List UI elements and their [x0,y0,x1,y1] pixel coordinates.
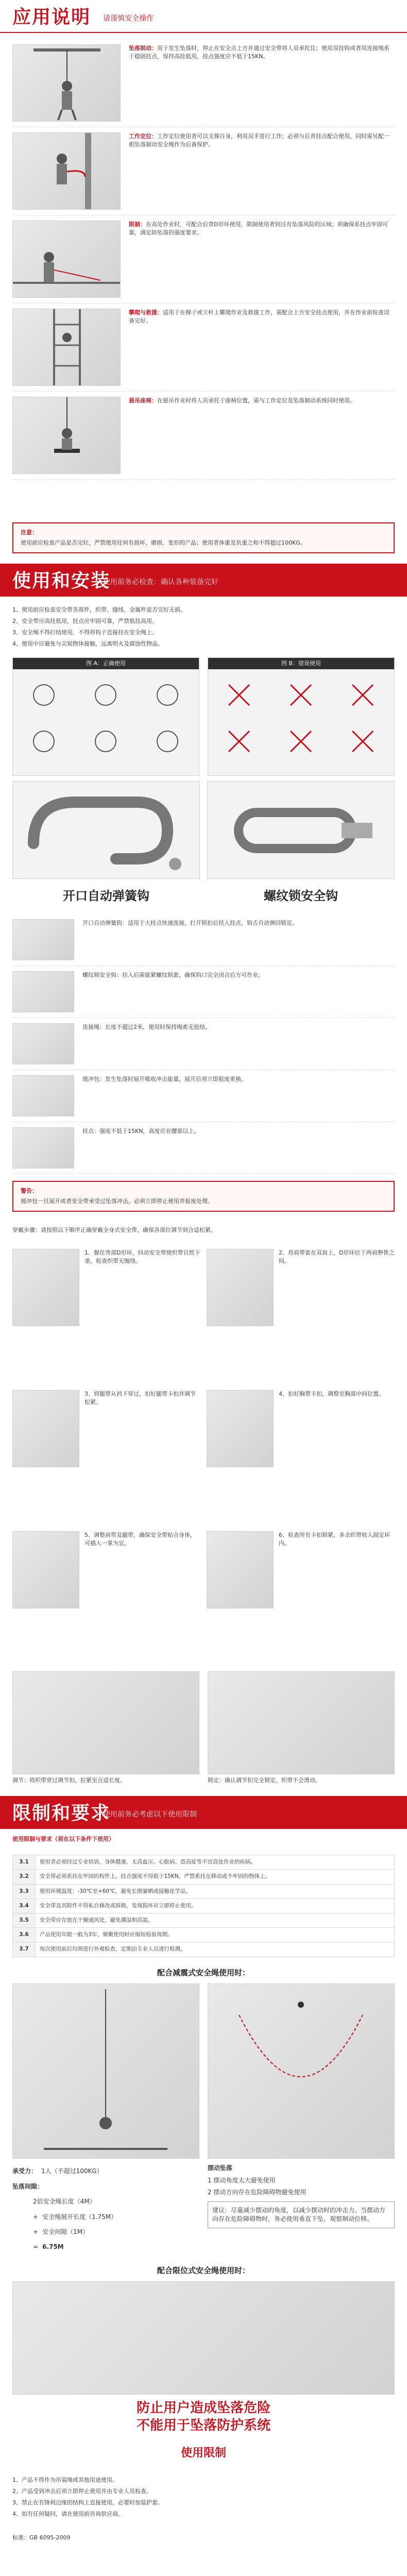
note-figure [12,971,74,1012]
restraint-icon [13,221,121,298]
section-subtitle: 使用前务必检查：确认各种装备完好 [103,578,218,586]
hook-images [0,776,407,884]
fall-clearance-icon [13,1984,198,2159]
usage-grid-pair [0,657,407,776]
wear-step: 5、调整肩带及腿带，确保安全带贴合身体，可插入一掌为宜。 [12,1531,200,1666]
app-row-work-positioning [12,127,395,215]
wear-step: 1、握住背部D形环，抖动安全带使织带自然下垂，检查织带无缠绕。 [12,1249,200,1384]
table-row: 3.1 使用者必须经过专业培训，身体健康，无高血压、心脏病、恐高症等不宜高处作业的疾病。 [13,1855,395,1870]
application-list [0,33,407,517]
suspension-seat-icon [13,397,121,474]
step-figure [207,1531,274,1608]
ladder-icon [13,309,121,386]
step-figure [207,1249,274,1326]
wear-step: 4、扣好胸带卡扣，调整至胸部中间位置。 [207,1390,395,1525]
figure-climbing [12,309,121,386]
table-row: 3.3 使用环境温度：-30℃至+60℃，避免长期暴晒或接触化学品。 [13,1884,395,1899]
adjust-photo [12,1671,199,1774]
screw-hook-icon [208,782,388,879]
section-title: 限制和要求 [12,1803,111,1824]
worker-illustration-icon [13,45,121,122]
app-row-suspension [12,392,395,480]
app-row-climbing [12,303,395,392]
note-figure [12,1023,74,1064]
section-header-installation [0,564,407,597]
snap-hook-label: 开口自动弹簧钩 [63,888,149,903]
wear-step: 2、将肩带套在双肩上，D形环位于两肩胛骨之间。 [207,1249,395,1384]
swing-title: 摆动坠落 [208,2164,233,2172]
fall-title: 配合限位式安全绳使用时： [157,2265,250,2275]
section-title: 应用说明 [12,7,91,28]
app-desc: 坠落制动：用于发生坠落时，停止在安全点上方并通过安全带将人员承托住；使用双挂钩或者用连接绳系于稳固挂点，保持高挂低用，挂点强度应不低于15KN。 [129,45,389,60]
step-figure [12,1390,79,1467]
warning-box [12,522,395,553]
warning-text: 使用前应检查产品是否完好，严禁使用任何有损坏、磨损、变形的产品；使用者体重及负重之和不得超过100KG。 [21,539,306,546]
warning-box-2: 警告： 缓冲包一旦展开或者安全带承受过坠落冲击，必须立即停止使用并报废处理。 [12,1181,395,1212]
table-row: 3.5 安全带应存放在干燥通风处，避免潮湿和高温。 [13,1913,395,1927]
hook-labels [0,884,407,908]
step-figure [12,1531,79,1608]
wear-steps [0,1244,407,1671]
app-desc: 悬吊座椅：在悬吊作业时将人员承托于座椅位置，需与工作定位及坠落制动系统同时使用。 [129,397,355,404]
wear-step: 6、检查所有卡扣锁紧，多余织带收入固定环内。 [207,1531,395,1666]
app-desc: 攀爬与救援：适用于在梯子或立杆上攀爬作业及救援工作，需配合上方安全挂点使用，并在作业前检查设备完好。 [129,309,389,324]
hook-notes: 开口自动弹簧钩：适用于大挂点快速连接，打开锁扣后挂入挂点，钩舌自动弹回锁定。 螺纹锁安全钩：挂入后需旋紧螺纹锁套，确保钩口完全闭合后方可作业。 连接绳：长度不超过2米，使用时保持绳索无扭结。 缓冲包：发生坠落时展开吸收冲击能量，展开后须立即报废更换。 挂点：强度不低于15KN，高度应在腰部以上。 [0,908,407,1176]
section-title: 使用和安装 [12,570,111,591]
wear-step: 3、将腿带从裆下穿过，扣好腿带卡扣并调节松紧。 [12,1390,200,1525]
section-header-application [0,0,407,33]
use-intro: 1、使用前应检查安全带各部件，织带、缝线、金属件是否完好无损。 2、安全带应高挂低用，挂点应牢固可靠，严禁低挂高用。 3、安全绳不得打结使用，不得将钩子直接挂在安全绳上。 4、使用中应避免与尖锐物体接触，远离明火及腐蚀性物品。 [12,606,186,647]
usage-limit-title: 使用限制 [180,2447,226,2460]
worker-pole-icon [13,133,121,210]
usage-limits: 1、产品不得作为吊装绳或其他用途使用。 2、产品受到冲击后须立即停止使用并由专业人员检查。 3、禁止在有锋利边缘的结构上直接使用，必要时加装护套。 4、如有任何疑问，请在使用前咨询供应商。 [12,2476,163,2517]
app-desc: 工作定位：工作定位使用者可以支撑自身，利用双手进行工作；必须与后背挂点配合使用，同时需另配一根坠落制动安全绳作为后备保护。 [129,133,389,148]
section-subtitle: 请谨慎安全操作 [103,14,154,23]
app-row-fall-arrest [12,39,395,127]
app-row-restraint [12,215,395,303]
restraint-diagram [12,2281,395,2395]
limit-intro: 使用限制与要求（须在以下条件下使用） [12,1836,114,1843]
wrong-usage-grid: 图 B：错误使用 [208,657,395,776]
snap-hook-figure [12,781,200,879]
clearance-diagram [12,1984,199,2159]
swing-fall-icon [208,1984,394,2159]
clearance-calc: 承受力： 1人（不超过100KG） 坠落间隙： 2倍安全绳长度（4M） + 安全绳展开长度（1.75M） + 安全间隙（1M） = 6.75M 摆动坠落 1 摆动角度太大避免使用 2 摆动方向存在危险障碍物避免使用 建议：尽量减少摆动的角度，以减少摆动时的冲击力。当摆动方向存在危险障碍物时，务必使用垂直下坠，观察制动位移。 [0,2159,407,2260]
table-row: 3.6 产品使用年限一般为3年，频繁使用时应缩短检验周期。 [13,1928,395,1942]
screw-hook-figure [207,781,395,879]
adjust-photos: 调节：将织带穿过调节扣，拉紧至合适长度。 锁定：确认调节扣完全锁定，织带不会滑动。 [0,1671,407,1787]
limits-table [12,1855,395,1957]
table-row: 3.7 每次使用前后均须进行外观检查，定期由专业人员进行检测。 [13,1942,395,1957]
screw-hook-label: 螺纹锁安全钩 [264,888,338,903]
figure-suspension [12,397,121,474]
note-figure [12,1127,74,1168]
snap-hook-icon [13,782,193,879]
section-subtitle: 使用前务必考虑以下使用限制 [103,1810,197,1819]
correct-usage-grid: 图 A：正确使用 [12,657,199,776]
correct-usage-icon [13,669,198,772]
danger-headline: 防止用户造成坠落危险 不能用于坠落防护系统 [136,2400,270,2434]
step-figure [12,1249,79,1326]
lock-photo [208,1671,395,1774]
swing-fall-diagram [208,1984,395,2159]
note-figure [12,1075,74,1116]
wear-intro: 穿戴步骤：请按照以下顺序正确穿戴全身式安全带，确保各部位调节到合适松紧。 [12,1227,216,1234]
figure-work-positioning [12,132,121,210]
wrong-usage-icon [208,669,394,772]
footer: 标准：GB 6095-2009 [12,2534,71,2541]
clearance-title: 配合减震式安全绳使用时： [157,1968,250,1977]
figure-restraint [12,221,121,298]
section-header-limits [0,1796,407,1829]
table-row: 3.4 安全带及其附件不得私自修改或拆换，发现损坏应立即停止使用。 [13,1899,395,1913]
swing-note: 建议：尽量减少摆动的角度，以减少摆动时的冲击力。当摆动方向存在危险障碍物时，务必使用垂直下坠，观察制动位移。 [208,2201,395,2229]
clearance-figures [0,1984,407,2159]
table-row: 3.2 安全带必须系挂在牢固的构件上，挂点强度不得低于15KN，严禁系挂在移动或不牢固的物体上。 [13,1870,395,1884]
app-desc: 限制：在高处作业时，可配合后背D形环使用，限制使用者到达有坠落风险的区域；须确保系挂点牢固可靠，满足防坠落的强度要求。 [129,221,388,236]
step-figure [207,1390,274,1467]
note-figure [12,919,74,960]
warning-title: 注意： [21,529,38,536]
figure-fall-arrest [12,44,121,122]
